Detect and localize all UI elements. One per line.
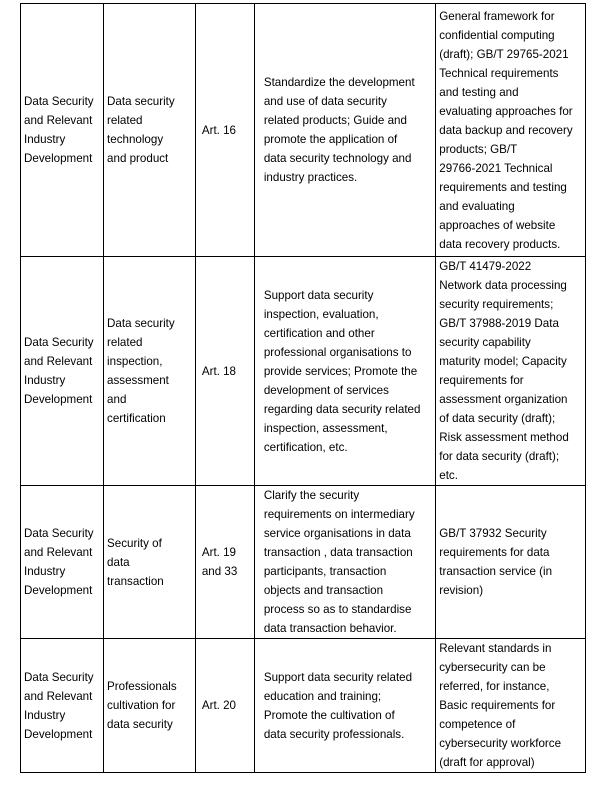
area-cell	[21, 639, 104, 773]
requirement-cell	[254, 4, 435, 257]
article-text: Art. 20	[201, 699, 236, 712]
requirement-cell	[254, 486, 435, 639]
requirement-cell	[254, 639, 435, 773]
area-text: Data Security and Relevant Industry Development	[24, 527, 94, 597]
standards-text: GB/T 41479-2022 Network data processing security requirements; GB/T 37988-2019 Data security capability maturity model; Capacity requirements for assessment organization of data security (draft); Risk assessment method for data security (draft); etc.	[439, 260, 569, 482]
table-row	[21, 486, 586, 639]
table-row	[21, 639, 586, 773]
standards-cell	[436, 639, 586, 773]
requirement-text: Support data security inspection, evaluation, certification and other professional organisations to provide services; Promote the development of services regarding data security related inspection, assessment, certification, etc.	[263, 288, 421, 454]
standards-text: Relevant standards in cybersecurity can be referred, for instance, Basic requirements for competence of cybersecurity workforce (draft for approval)	[439, 642, 562, 769]
topic-cell	[104, 486, 196, 639]
area-text: Data Security and Relevant Industry Development	[24, 336, 94, 406]
topic-text: Data security related inspection, assessment and certification	[107, 317, 175, 425]
topic-cell	[104, 639, 196, 773]
standards-table	[20, 3, 586, 773]
requirement-text: Standardize the development and use of data security related products; Guide and promote the application of data security technology and industry practices.	[263, 76, 415, 184]
article-cell	[195, 257, 254, 486]
requirement-text: Support data security related education and training; Promote the cultivation of data security professionals.	[263, 670, 413, 741]
article-cell	[195, 639, 254, 773]
article-text: Art. 18	[201, 364, 236, 378]
area-cell	[21, 486, 104, 639]
table-row	[21, 4, 586, 257]
table-row	[21, 257, 586, 486]
standards-cell	[436, 486, 586, 639]
requirement-text: Clarify the security requirements on intermediary service organisations in data transaction , data transaction participants, transaction objects and transaction process so as to standardise data transaction behavior.	[263, 489, 415, 635]
topic-text: Data security related technology and product	[107, 95, 175, 165]
topic-cell	[104, 257, 196, 486]
area-text: Data Security and Relevant Industry Development	[24, 670, 94, 741]
topic-text: Professionals cultivation for data security	[107, 680, 177, 731]
area-cell	[21, 4, 104, 257]
standards-cell	[436, 4, 586, 257]
requirement-cell	[254, 257, 435, 486]
topic-text: Security of data transaction	[107, 536, 164, 588]
topic-cell	[104, 4, 196, 257]
area-cell	[21, 257, 104, 486]
standards-text: General framework for confidential computing (draft); GB/T 29765-2021 Technical requirements and testing and evaluating approaches for data backup and recovery products; GB/T 29766-2021 Technical requirements and testing and evaluating approaches of website data recovery products.	[439, 9, 573, 251]
article-text: Art. 16	[201, 123, 236, 137]
area-text: Data Security and Relevant Industry Development	[24, 95, 94, 165]
article-text: Art. 19 and 33	[201, 546, 238, 578]
standards-cell	[436, 257, 586, 486]
article-cell	[195, 486, 254, 639]
article-cell	[195, 4, 254, 257]
standards-text: GB/T 37932 Security requirements for data transaction service (in revision)	[439, 527, 553, 597]
